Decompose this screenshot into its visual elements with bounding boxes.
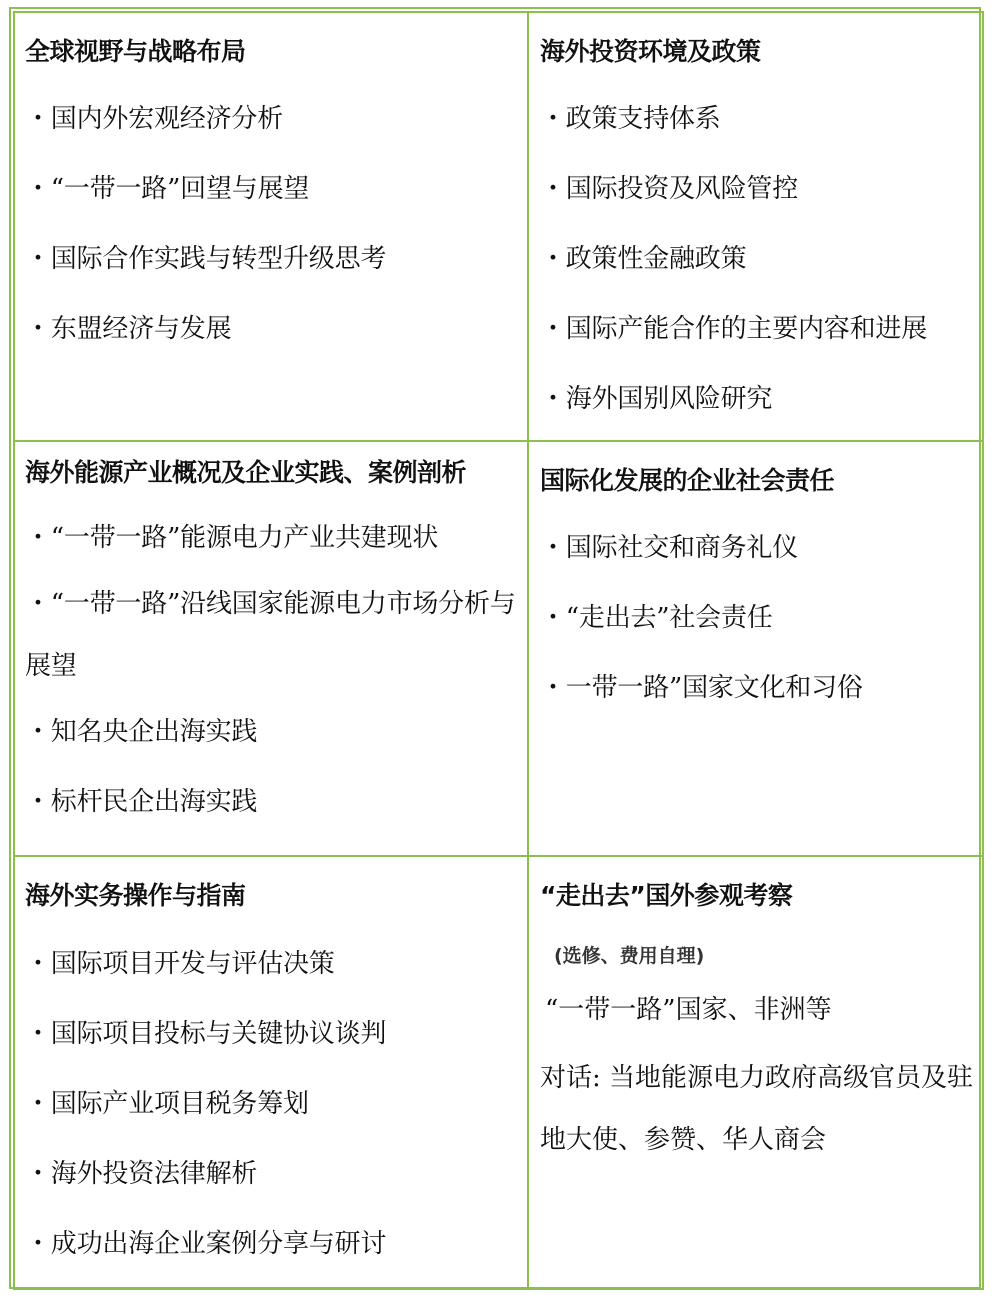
list-item: ・海外投资法律解析 xyxy=(25,1159,258,1189)
section-title: “走出去”国外参观考察 xyxy=(540,881,793,910)
list-item: ・国际项目开发与评估决策 xyxy=(25,949,335,979)
section-title: 国际化发展的企业社会责任 xyxy=(540,466,835,495)
section-title: 海外能源产业概况及企业实践、案例剖析 xyxy=(25,458,467,487)
visit-destinations: “一带一路”国家、非洲等 xyxy=(545,995,832,1025)
cell-investment-policy xyxy=(528,12,983,441)
list-item: ・国际项目投标与关键协议谈判 xyxy=(25,1019,387,1049)
cell-overseas-visit xyxy=(528,856,983,1289)
list-item: ・知名央企出海实践 xyxy=(25,717,258,747)
list-item: ・成功出海企业案例分享与研讨 xyxy=(25,1229,387,1259)
list-item: ・政策性金融政策 xyxy=(540,244,747,274)
list-item: ・“走出去”社会责任 xyxy=(540,603,773,633)
list-item: ・国内外宏观经济分析 xyxy=(25,104,284,134)
cell-social-responsibility xyxy=(528,441,983,856)
list-item: ・政策支持体系 xyxy=(540,104,721,134)
list-item: ・东盟经济与发展 xyxy=(25,314,232,344)
list-item: ・国际投资及风险管控 xyxy=(540,174,799,204)
list-item: ・国际合作实践与转型升级思考 xyxy=(25,244,387,274)
list-item: ・“一带一路”能源电力产业共建现状 xyxy=(25,523,439,553)
visit-dialogue: 对话: 当地能源电力政府高级官员及驻地大使、参赞、华人商会 xyxy=(540,1063,974,1155)
list-item: ・“一带一路”回望与展望 xyxy=(25,174,310,204)
cell-practice-guide xyxy=(14,856,528,1289)
list-item: ・“一带一路”沿线国家能源电力市场分析与展望 xyxy=(25,589,516,681)
cell-energy-industry xyxy=(14,441,528,856)
list-item: ・国际产业项目税务筹划 xyxy=(25,1089,309,1119)
course-grid xyxy=(13,11,984,1290)
cell-global-vision xyxy=(14,12,528,441)
list-item: ・国际社交和商务礼仪 xyxy=(540,533,799,563)
list-item: ・一带一路”国家文化和习俗 xyxy=(540,673,863,703)
section-title: 海外实务操作与指南 xyxy=(25,881,246,910)
section-title: 全球视野与战略布局 xyxy=(25,37,246,66)
list-item: ・海外国别风险研究 xyxy=(540,384,773,414)
list-item: ・国际产能合作的主要内容和进展 xyxy=(540,314,928,344)
section-title: 海外投资环境及政策 xyxy=(540,37,761,66)
section-note: (选修、费用自理) xyxy=(554,945,705,967)
list-item: ・标杆民企出海实践 xyxy=(25,787,258,817)
